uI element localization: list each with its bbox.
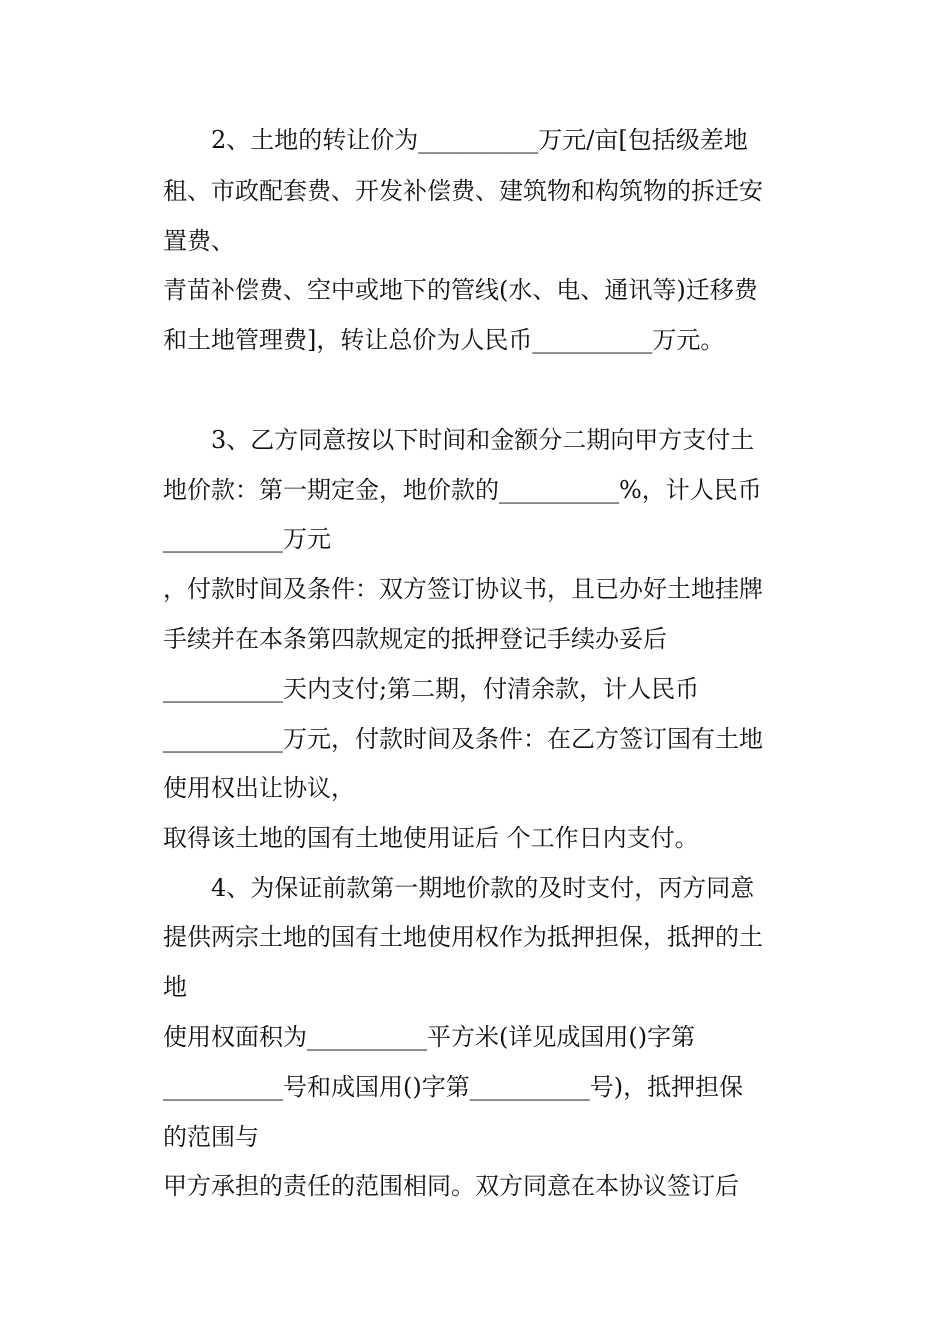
para4-line-5: __________号和成国用()字第__________号)，抵押担保 [163,1073,744,1101]
para2-line-4: 青苗补偿费、空中或地下的管线(水、电、通讯等)迁移费 [163,276,758,304]
para3-line-3: __________万元 [163,525,331,553]
para4-line-6: 的范围与 [163,1123,259,1151]
para3-line-9: 取得该土地的国有土地使用证后 个工作日内支付。 [163,824,699,852]
para2-line-3: 置费、 [163,227,235,255]
para2-line-2: 租、市政配套费、开发补偿费、建筑物和构筑物的拆迁安 [163,177,763,205]
para3-line-8: 使用权出让协议， [163,774,355,802]
para2-line-1: 2、土地的转让价为__________万元/亩[包括级差地 [211,126,748,154]
para3-line-4: ，付款时间及条件：双方签订协议书，且已办好土地挂牌 [163,575,763,603]
para2-line-5: 和土地管理费]，转让总价为人民币__________万元。 [163,326,725,354]
para3-line-6: __________天内支付;第二期，付清余款，计人民币 [163,675,700,703]
para4-line-2: 提供两宗土地的国有土地使用权作为抵押担保，抵押的土 [163,923,763,951]
para3-line-2: 地价款：第一期定金，地价款的__________%，计人民币 [163,476,762,504]
para4-line-4: 使用权面积为__________平方米(详见成国用()字第 [163,1023,696,1051]
para3-line-7: __________万元，付款时间及条件：在乙方签订国有土地 [163,725,763,753]
para3-line-5: 手续并在本条第四款规定的抵押登记手续办妥后 [163,625,667,653]
para3-line-1: 3、乙方同意按以下时间和金额分二期向甲方支付土 [211,426,755,454]
para4-line-3: 地 [163,973,187,1001]
para4-line-1: 4、为保证前款第一期地价款的及时支付，丙方同意 [211,874,755,902]
para4-line-7: 甲方承担的责任的范围相同。双方同意在本协议签订后 [163,1172,739,1200]
